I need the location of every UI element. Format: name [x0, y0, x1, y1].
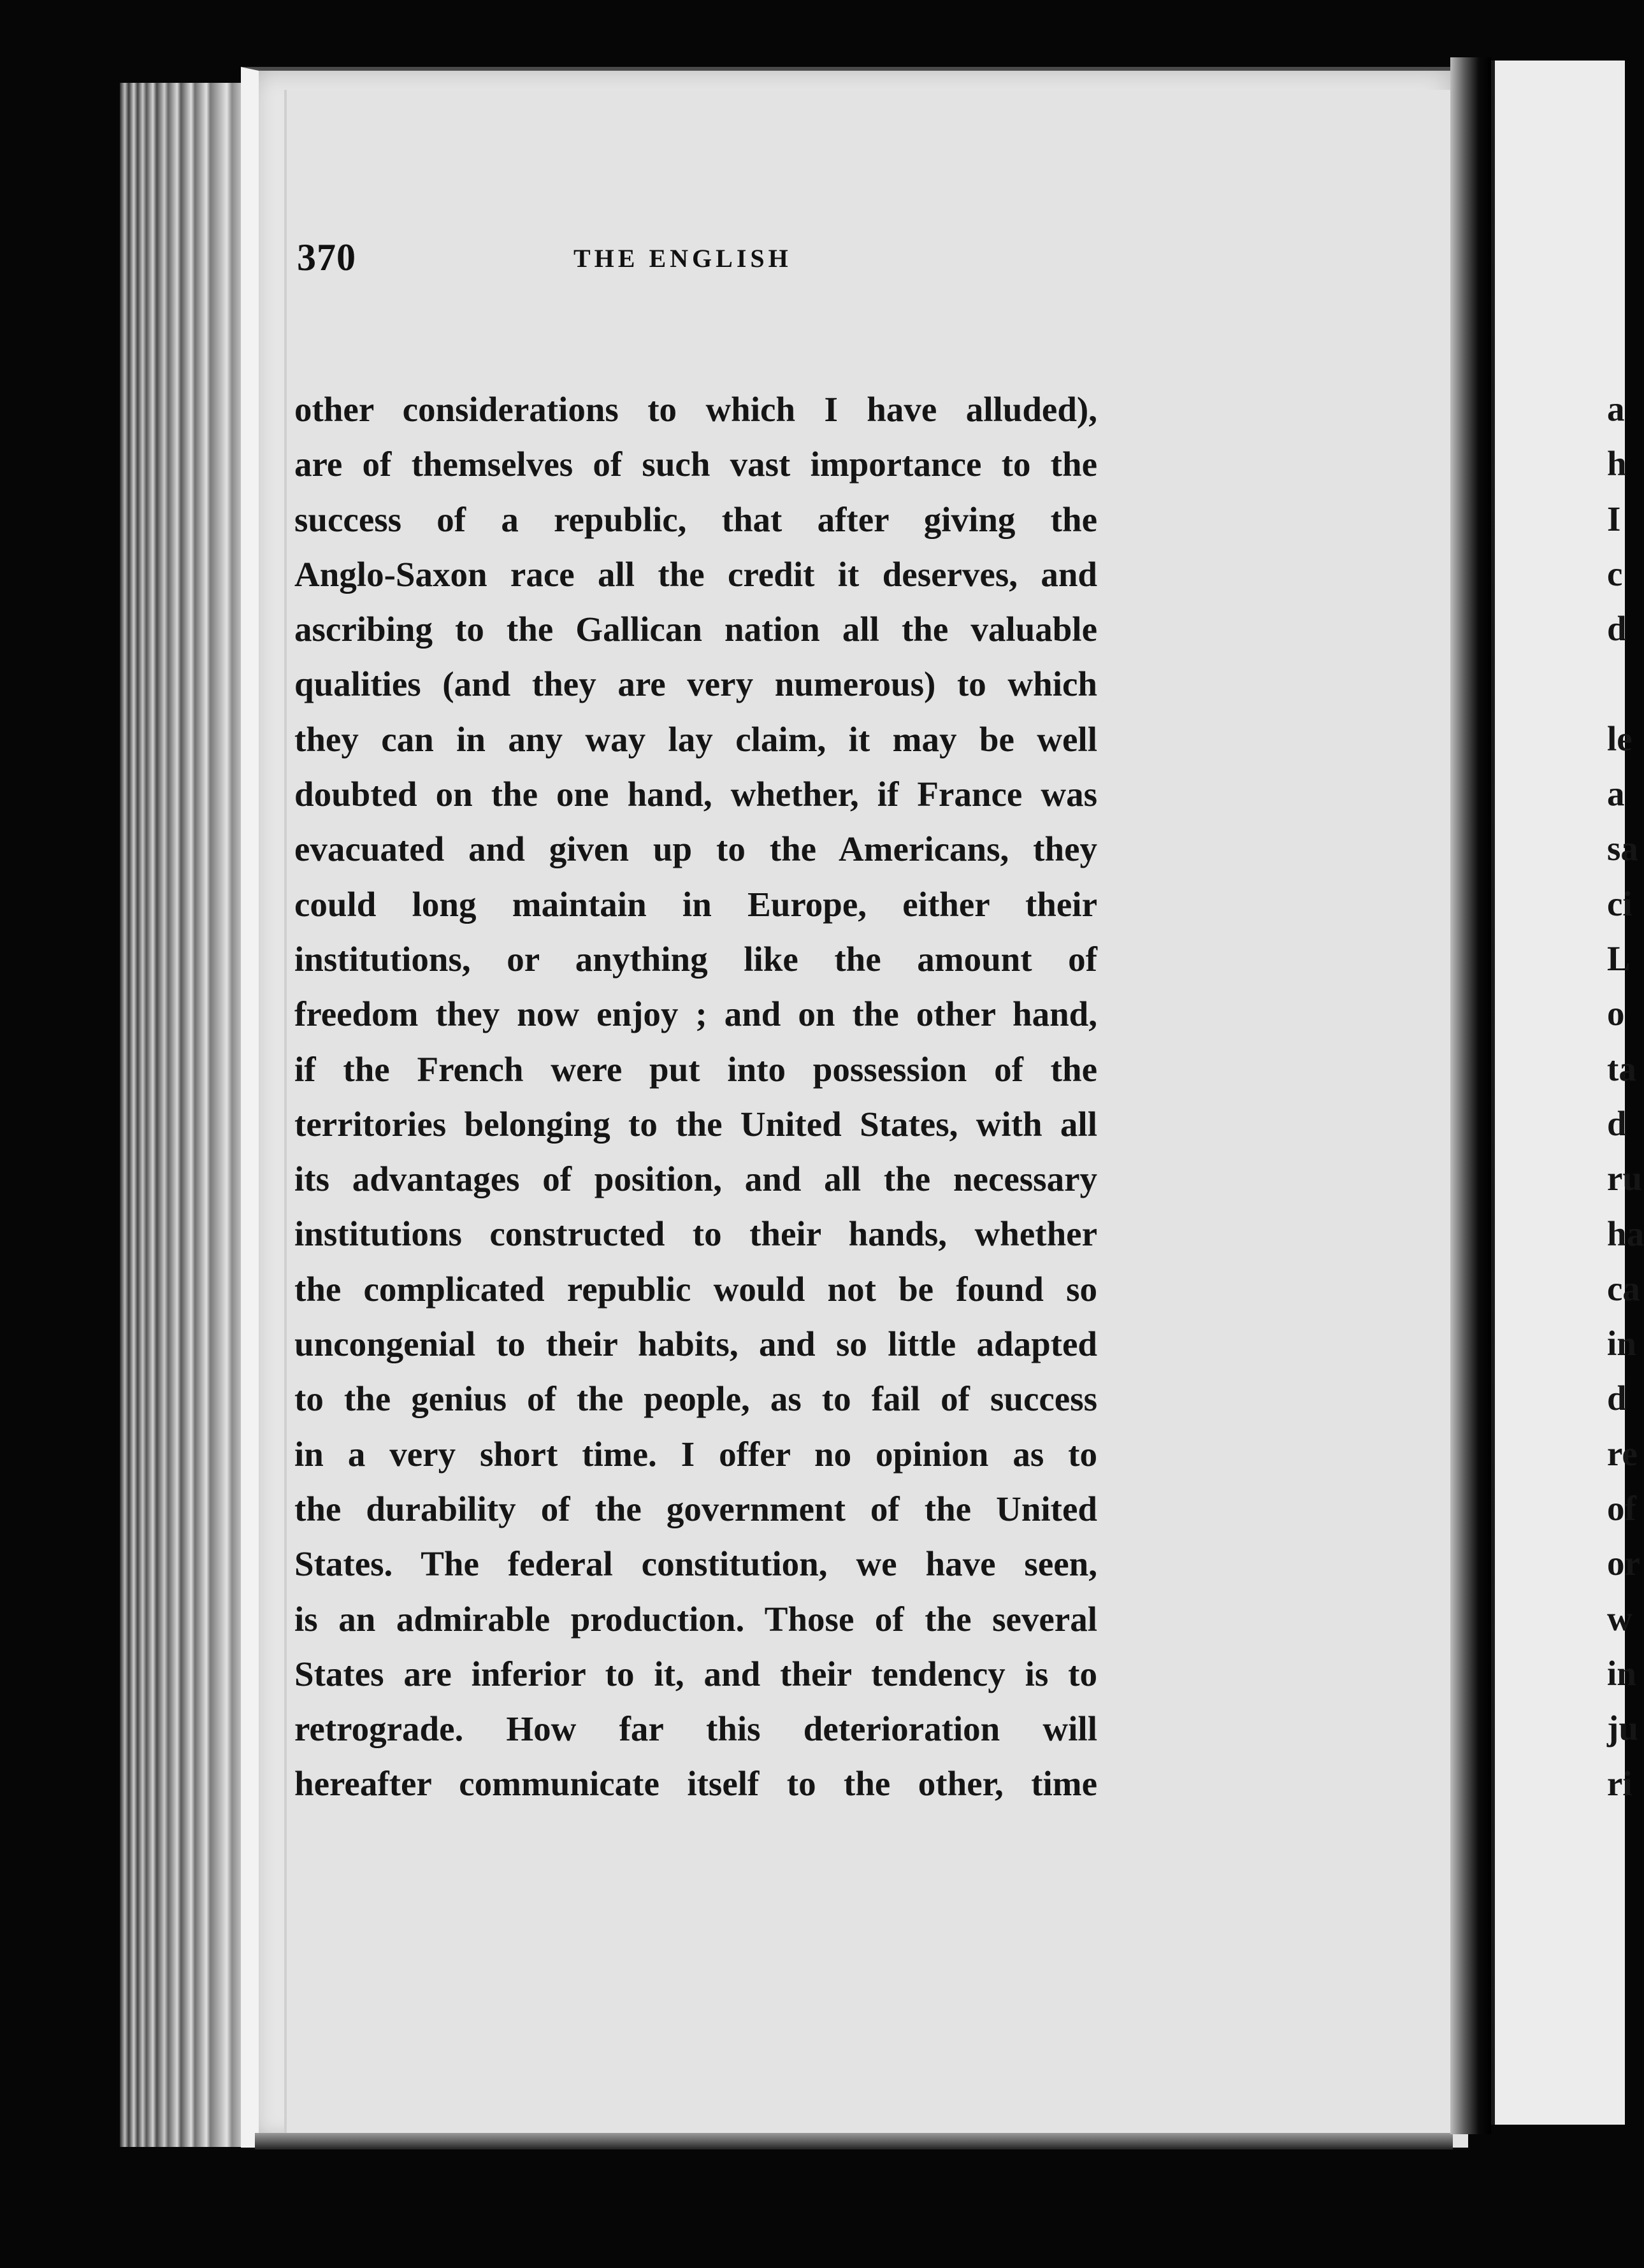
text-line: hereafter communicate itself to the other, time: [294, 1764, 1097, 1804]
facing-page-fragment: a: [1607, 389, 1625, 428]
text-line: is an admirable production. Those of the several: [294, 1599, 1097, 1639]
facing-page-fragment: d: [1607, 1379, 1627, 1418]
text-line: its advantages of position, and all the necessary: [294, 1159, 1097, 1199]
facing-page-fragment: le: [1607, 719, 1633, 758]
body-text: [294, 382, 1097, 1812]
facing-page-fragment: a: [1607, 774, 1625, 814]
facing-page-fragment: re: [1607, 1433, 1638, 1473]
facing-page-fragment: L: [1607, 939, 1631, 978]
text-line: uncongenial to their habits, and so little adapted: [294, 1324, 1097, 1364]
text-line: ascribing to the Gallican nation all the valuable: [294, 610, 1097, 649]
page-number: 370: [297, 236, 356, 278]
text-line: are of themselves of such vast importance to the: [294, 445, 1097, 484]
facing-page-fragment: h: [1607, 444, 1627, 484]
facing-page-fragment: ha: [1607, 1214, 1644, 1253]
text-line: the durability of the government of the United: [294, 1489, 1097, 1528]
facing-page-fragment: in: [1607, 1324, 1636, 1363]
text-line: Anglo-Saxon race all the credit it deserves, and: [294, 554, 1097, 594]
facing-page-fragment: ri: [1607, 1763, 1633, 1803]
text-line: other considerations to which I have alluded),: [294, 390, 1097, 429]
text-line: States are inferior to it, and their tendency is to: [294, 1654, 1097, 1693]
facing-page-fragment: d: [1607, 1103, 1627, 1143]
text-line: territories belonging to the United States, with all: [294, 1104, 1097, 1144]
text-line: to the genius of the people, as to fail of success: [294, 1379, 1097, 1419]
facing-page-fragment: ci: [1607, 884, 1633, 923]
text-line: could long maintain in Europe, either their: [294, 884, 1097, 924]
facing-page-fragment: ta: [1607, 1049, 1636, 1088]
running-head: THE ENGLISH: [573, 244, 792, 273]
facing-page-fragment: w: [1607, 1598, 1633, 1638]
text-line: qualities (and they are very numerous) to which: [294, 664, 1097, 704]
facing-page-fragment: I: [1607, 499, 1621, 538]
facing-page-fragment: d: [1607, 609, 1627, 649]
text-line: they can in any way lay claim, it may be well: [294, 719, 1097, 759]
page-header: [297, 236, 1062, 293]
facing-page-fragment: c: [1607, 554, 1623, 593]
text-line: in a very short time. I offer no opinion as to: [294, 1434, 1097, 1474]
facing-page-fragment: sa: [1607, 829, 1638, 868]
text-line: institutions, or anything like the amount of: [294, 939, 1097, 979]
facing-page-fragment: in: [1607, 1653, 1636, 1693]
facing-page: [1491, 61, 1644, 2125]
text-line: success of a republic, that after giving the: [294, 499, 1097, 539]
text-line: freedom they now enjoy ; and on the other hand,: [294, 994, 1097, 1034]
page-bottom-edge: [255, 2133, 1453, 2150]
facing-page-fragment: ca: [1607, 1268, 1640, 1308]
facing-page-fragment: of: [1607, 1489, 1636, 1528]
text-line: retrograde. How far this deterioration will: [294, 1709, 1097, 1749]
text-line: institutions constructed to their hands, whether: [294, 1214, 1097, 1254]
facing-page-fragment: ru: [1607, 1159, 1642, 1198]
text-line: the complicated republic would not be found so: [294, 1269, 1097, 1309]
facing-page-fragment: or: [1607, 1544, 1640, 1583]
text-line: evacuated and given up to the Americans, they: [294, 829, 1097, 869]
facing-page-fragment: ju: [1607, 1709, 1638, 1748]
text-line: doubted on the one hand, whether, if France was: [294, 775, 1097, 814]
facing-page-fragment: o: [1607, 994, 1625, 1033]
book-gutter: [1450, 57, 1491, 2134]
text-line: if the French were put into possession of the: [294, 1049, 1097, 1089]
text-line: States. The federal constitution, we have seen,: [294, 1544, 1097, 1584]
